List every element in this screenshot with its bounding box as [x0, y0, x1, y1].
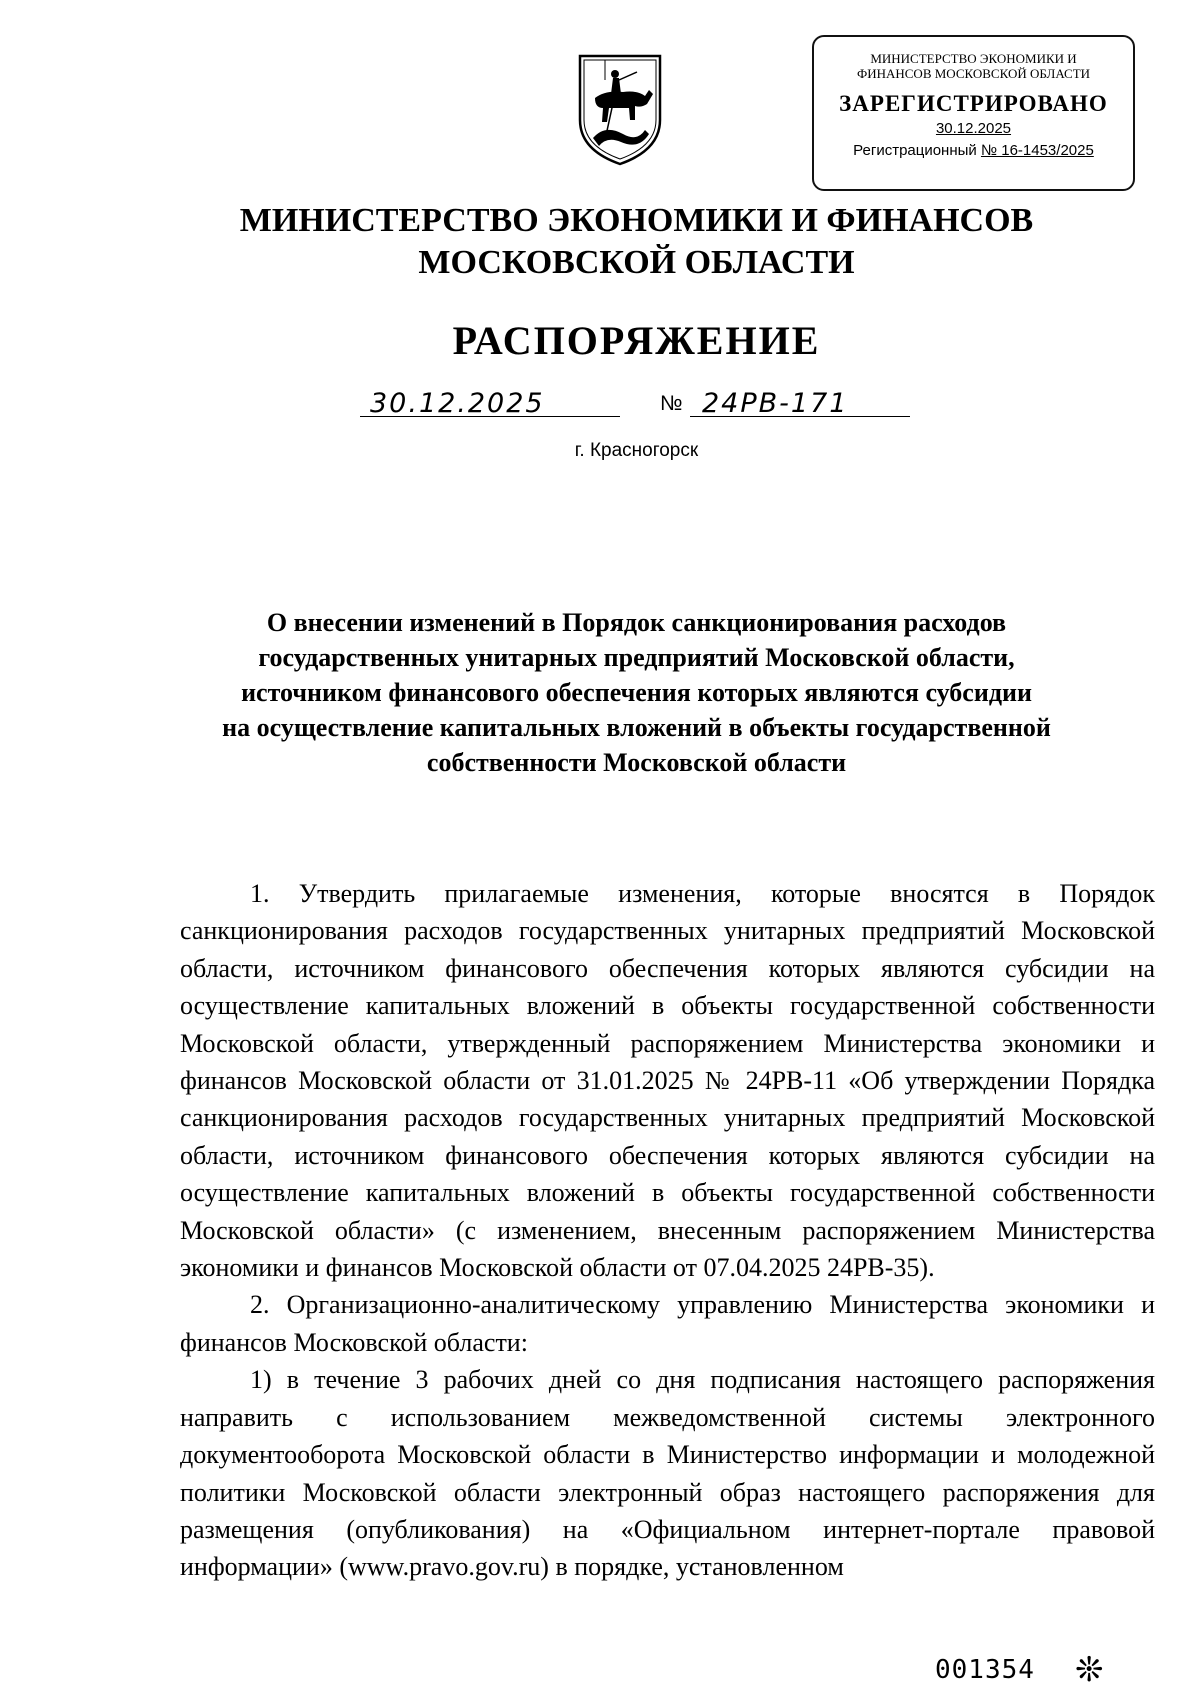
subject-line: государственных унитарных предприятий Московской области, — [258, 643, 1015, 672]
handwritten-number: 24РВ-171 — [702, 388, 849, 419]
subject-line: на осуществление капитальных вложений в объекты государственной — [222, 713, 1051, 742]
stamp-org-line-2: ФИНАНСОВ МОСКОВСКОЙ ОБЛАСТИ — [856, 66, 1091, 81]
ministry-line-1: МИНИСТЕРСТВО ЭКОНОМИКИ И ФИНАНСОВ — [239, 202, 1034, 239]
page-serial-number: 001354 — [935, 1655, 1035, 1685]
asterisk-mark-icon: ❊ — [1075, 1650, 1104, 1690]
stamp-registration-number — [814, 142, 1133, 159]
paragraph-2: 2. Организационно-аналитическому управлению Министерства экономики и финансов Московской области: — [180, 1290, 1155, 1357]
registration-stamp — [812, 35, 1135, 191]
document-body — [180, 875, 1155, 1586]
subject-line: собственности Московской области — [426, 748, 847, 777]
subject-line: источником финансового обеспечения которых являются субсидии — [241, 678, 1032, 707]
ministry-heading — [0, 200, 1200, 284]
subject-line: О внесении изменений в Порядок санкционирования расходов — [266, 608, 1007, 637]
handwritten-date: 30.12.2025 — [370, 388, 545, 419]
coat-of-arms-emblem — [575, 50, 665, 168]
stamp-org-line-1: МИНИСТЕРСТВО ЭКОНОМИКИ И — [870, 51, 1077, 66]
stamp-date: 30.12.2025 — [935, 120, 1012, 137]
ministry-line-2: МОСКОВСКОЙ ОБЛАСТИ — [418, 244, 855, 281]
city-line: г. Красногорск — [574, 440, 699, 461]
paragraph-1: 1. Утвердить прилагаемые изменения, которые вносятся в Порядок санкционирования расходов государственных унитарных предприятий Московской области, источником финансового обеспечения которых являются субсидии на осуществление капитальных вложений в объекты государственной собственности Московской области, утвержденный распоряжением Министерства экономики и финансов Московской области от 31.01.2025 № 24РВ-11 «Об утверждении Порядка санкционирования расходов государственных унитарных предприятий Московской области, источником финансового обеспечения которых являются субсидии на осуществление капитальных вложений в объекты государственной собственности Московской области» (с изменением, внесенным распоряжением Министерства экономики и финансов Московской области от 07.04.2025 24РВ-35). — [180, 879, 1155, 1283]
document-type-title: РАСПОРЯЖЕНИЕ — [452, 318, 821, 363]
stamp-status: ЗАРЕГИСТРИРОВАНО — [839, 91, 1108, 116]
document-subject — [0, 605, 1200, 780]
paragraph-2-1: 1) в течение 3 рабочих дней со дня подписания настоящего распоряжения направить с использованием межведомственной системы электронного документооборота Московской области в Министерство информации и молодежной политики Московской области электронный образ настоящего распоряжения для размещения (опубликования) на «Официальном интернет-портале правовой информации» (www.pravo.gov.ru) в порядке, установленном — [180, 1365, 1155, 1582]
date-number-line — [360, 388, 920, 418]
stamp-reg-number: № 16-1453/2025 — [980, 142, 1094, 159]
stamp-reg-label: Регистрационный — [853, 142, 977, 159]
number-sign: № — [660, 392, 683, 415]
